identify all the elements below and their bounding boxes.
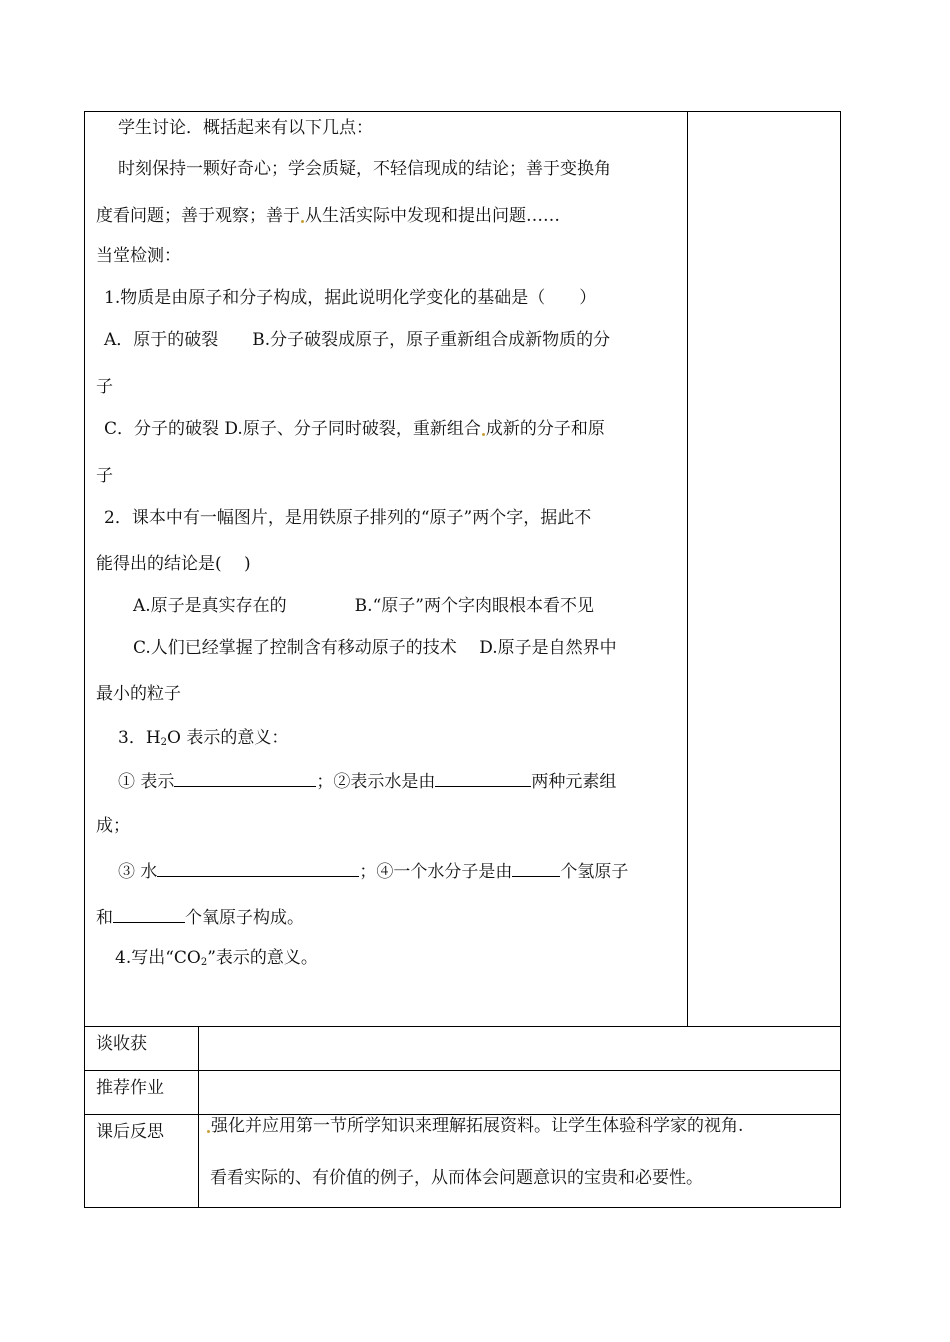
text-fragment: 个氢原子: [560, 862, 629, 882]
side-column-divider: [687, 111, 688, 1027]
text-line: 最小的粒子: [96, 684, 181, 704]
text-fragment: 成新的分子和原: [485, 419, 605, 439]
question-3-blanks: [118, 770, 616, 792]
text-line: 子: [96, 377, 113, 397]
question-1-options: [104, 419, 605, 439]
text-fragment: ”表示的意义。: [207, 948, 318, 968]
text-fragment: 3．H: [118, 728, 161, 748]
answer-blank[interactable]: [174, 770, 316, 787]
answer-blank[interactable]: [113, 906, 185, 923]
text-fragment: O 表示的意义：: [167, 728, 289, 748]
text-fragment: 度看问题；善于观察；善于: [96, 206, 300, 226]
text-fragment: 强化并应用第一节所学知识来理解拓展资料。让学生体验科学家的视角.: [211, 1116, 744, 1136]
text-line: [96, 206, 560, 226]
reflection-text: [206, 1116, 743, 1136]
text-fragment: C．分子的破裂 D.原子、分子同时破裂，重新组合: [104, 419, 481, 439]
question-4: [115, 948, 318, 973]
text-line: 时刻保持一颗好奇心；学会质疑，不轻信现成的结论；善于变换角: [118, 159, 611, 179]
text-fragment: ；②表示水是由: [316, 772, 436, 792]
subscript: 2: [200, 957, 208, 968]
harvest-label: 谈收获: [96, 1034, 147, 1054]
text-fragment: ；④一个水分子是由: [359, 862, 513, 882]
reflection-text: 看看实际的、有价值的例子，从而体会问题意识的宝贵和必要性。: [210, 1168, 703, 1188]
mark-dot: [207, 1130, 210, 1133]
text-fragment: ① 表示: [118, 772, 175, 792]
mark-dot: [301, 220, 304, 223]
reflection-label: 课后反思: [96, 1122, 164, 1142]
text-line: 成；: [96, 816, 130, 836]
question-3-blanks: [96, 906, 304, 928]
text-line: 子: [96, 466, 113, 486]
homework-label: 推荐作业: [96, 1078, 164, 1098]
section-heading: 当堂检测：: [96, 246, 181, 266]
text-fragment: 两种元素组: [531, 772, 617, 792]
text-line: 能得出的结论是( ): [96, 554, 251, 574]
text-fragment: ③ 水: [118, 862, 158, 882]
mark-dot: [482, 433, 485, 436]
subscript: 2: [160, 737, 168, 748]
question-2-options: C.人们已经掌握了控制含有移动原子的技术 D.原子是自然界中: [133, 638, 617, 658]
question-3: [118, 728, 288, 753]
answer-blank[interactable]: [435, 770, 531, 787]
question-1: 1.物质是由原子和分子构成，据此说明化学变化的基础是（ ）: [104, 288, 597, 308]
text-line: 学生讨论．概括起来有以下几点：: [118, 118, 373, 138]
question-3-blanks: [118, 860, 628, 882]
answer-blank[interactable]: [157, 860, 359, 877]
text-fragment: 个氧原子构成。: [185, 908, 304, 928]
question-1-options: A．原于的破裂 B.分子破裂成原子，原子重新组合成新物质的分: [104, 330, 611, 350]
question-2: 2．课本中有一幅图片，是用铁原子排列的“原子”两个字，据此不: [104, 508, 592, 528]
text-fragment: 从生活实际中发现和提出问题……: [305, 206, 560, 226]
text-fragment: 和: [96, 908, 113, 928]
question-2-options: A.原子是真实存在的 B.“原子”两个字肉眼根本看不见: [133, 596, 594, 616]
answer-blank[interactable]: [512, 860, 560, 877]
label-column-divider: [198, 1026, 199, 1208]
text-fragment: 4.写出“CO: [115, 948, 201, 968]
